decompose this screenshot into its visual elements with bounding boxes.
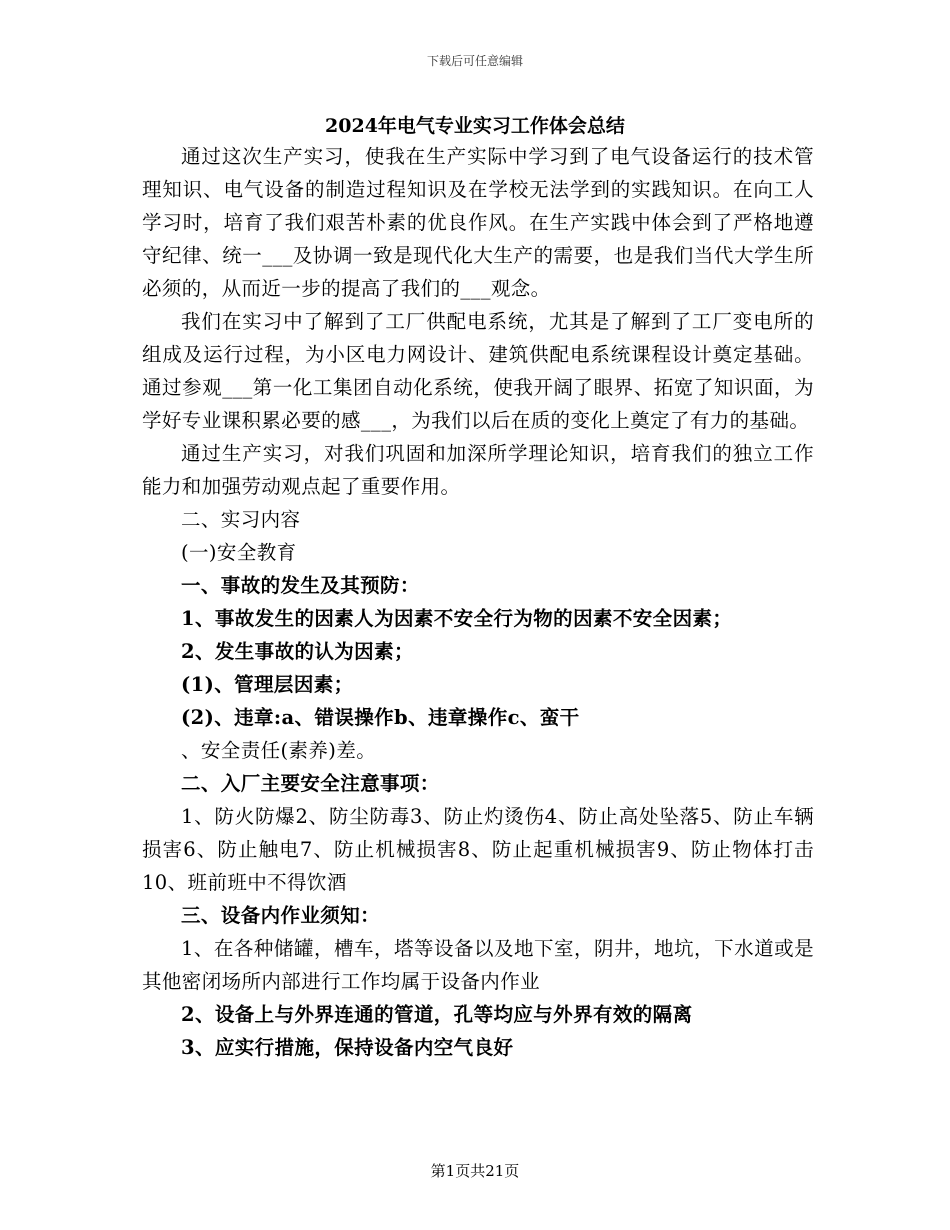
paragraph: 通过生产实习，对我们巩固和加深所学理论知识，培育我们的独立工作能力和加强劳动观点起了重要作用。 xyxy=(142,442,814,498)
list-heading: 三、设备内作业须知： xyxy=(181,904,381,927)
paragraph: 我们在实习中了解到了工厂供配电系统，尤其是了解到了工厂变电所的组成及运行过程，为小区电力网设计、建筑供配电系统课程设计奠定基础。通过参观___第一化工集团自动化系统，使我开阔了眼界、拓宽了知识面，为学好专业课积累必要的感___，为我们以后在质的变化上奠定了有力的基础。 xyxy=(142,310,814,432)
list-heading: 一、事故的发生及其预防： xyxy=(181,574,420,597)
list-item: (2)、违章:a、错误操作b、违章操作c、蛮干 xyxy=(181,706,580,729)
subsection-heading: (一)安全教育 xyxy=(181,541,297,564)
document-title: 2024年电气专业实习工作体会总结 xyxy=(325,115,625,137)
header-note: 下载后可任意编辑 xyxy=(426,54,523,68)
document-body xyxy=(142,140,814,1064)
paragraph: 1、防火防爆2、防尘防毒3、防止灼烫伤4、防止高处坠落5、防止车辆损害6、防止触电7、防止机械损害8、防止起重机械损害9、防止物体打击10、班前班中不得饮酒 xyxy=(142,805,814,894)
list-item: 1、事故发生的因素人为因素不安全行为物的因素不安全因素； xyxy=(181,607,733,630)
page-number: 第1页共21页 xyxy=(430,1162,520,1180)
list-item: 3、应实行措施，保持设备内空气良好 xyxy=(181,1036,514,1059)
list-item-continuation: 、安全责任(素养)差。 xyxy=(181,739,377,762)
list-item: 2、设备上与外界连通的管道，孔等均应与外界有效的隔离 xyxy=(181,1003,693,1026)
list-heading: 二、入厂主要安全注意事项： xyxy=(181,772,440,795)
list-item: (1)、管理层因素； xyxy=(181,673,354,696)
paragraph: 1、在各种储罐，槽车，塔等设备以及地下室，阴井，地坑，下水道或是其他密闭场所内部进行工作均属于设备内作业 xyxy=(142,937,814,993)
section-heading: 二、实习内容 xyxy=(181,508,301,531)
paragraph: 通过这次生产实习，使我在生产实际中学习到了电气设备运行的技术管理知识、电气设备的制造过程知识及在学校无法学到的实践知识。在向工人学习时，培育了我们艰苦朴素的优良作风。在生产实践中体会到了严格地遵守纪律、统一___及协调一致是现代化大生产的需要，也是我们当代大学生所必须的，从而近一步的提高了我们的___观念。 xyxy=(142,145,814,300)
list-item: 2、发生事故的认为因素； xyxy=(181,640,414,663)
